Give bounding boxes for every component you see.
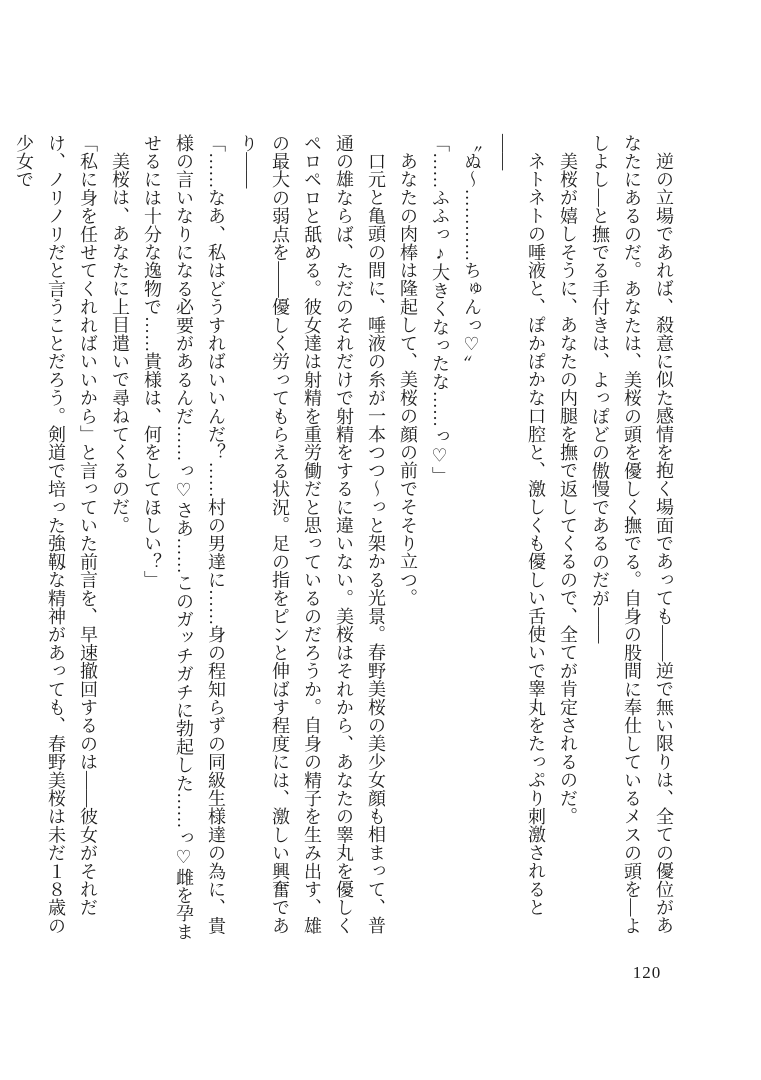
paragraph-3: ネトネトの唾液と、ぽかぽかな口腔と、激しくも優しい舌使いで睾丸をたっぷり刺激されると―― — [494, 134, 546, 917]
paragraph-8-dialogue: 「……なあ、私はどうすればいいんだ？……村の男達に……身の程知らずの同級生様達の為に、貴様の言いなりになる必要があるんだ……っ♡さあ……このガッチガチに勃起した……っ♡雌を孕ませるには十分な逸物で……貴様は、何をしてほしい？」 — [142, 134, 226, 941]
novel-text-block — [8, 134, 680, 949]
page-number: 120 — [632, 963, 662, 982]
paragraph-1: 逆の立場であれば、殺意に似た感情を抱く場面であっても――逆で無い限りは、全ての優位があなたにあるのだ。あなたは、美桜の頭を優しく撫でる。自身の股間に奉仕しているメスの頭を―よしよし―と撫でる手付きは、よっぽどの傲慢であるのだが―― — [590, 134, 674, 935]
paragraph-5-dialogue: 「……ふふっ♪大きくなったな……っ♡」 — [430, 134, 450, 485]
paragraph-9: 美桜は、あなたに上目遣いで尋ねてくるのだ。 — [110, 152, 130, 535]
paragraph-4-sfx-line: 〝ぬ～…………ちゅんっ♡〟 — [462, 134, 482, 374]
paragraph-10-dialogue: 「私に身を任せてくれればいいから」と言っていた前言を、早速撤回するのは――彼女がそれだけ、ノリノリだと言うことだろう。剣道で培った強靱な精神があっても、春野美桜は未だ１８歳の少女で — [14, 134, 98, 935]
paragraph-2: 美桜が嬉しそうに、あなたの内腿を撫で返してくるので、全てが肯定されるのだ。 — [558, 152, 578, 826]
paragraph-7: 口元と亀頭の間に、唾液の糸が一本つつ～っと架かる光景。春野美桜の美少女顔も相まって、普通の雄ならば、ただのそれだけで射精をするに違いない。美桜はそれから、あなたの睾丸を優しくペロペロと舐める。彼女達は射精を重労働だと思っているのだろうか。自身の精子を生み出す、雄の最大の弱点を――優しく労ってもらえる状況。足の指をピンと伸ばす程度には、激しい興奮であり―― — [238, 134, 386, 935]
paragraph-6: あなたの肉棒は隆起して、美桜の顔の前でそそり立つ。 — [398, 152, 418, 607]
